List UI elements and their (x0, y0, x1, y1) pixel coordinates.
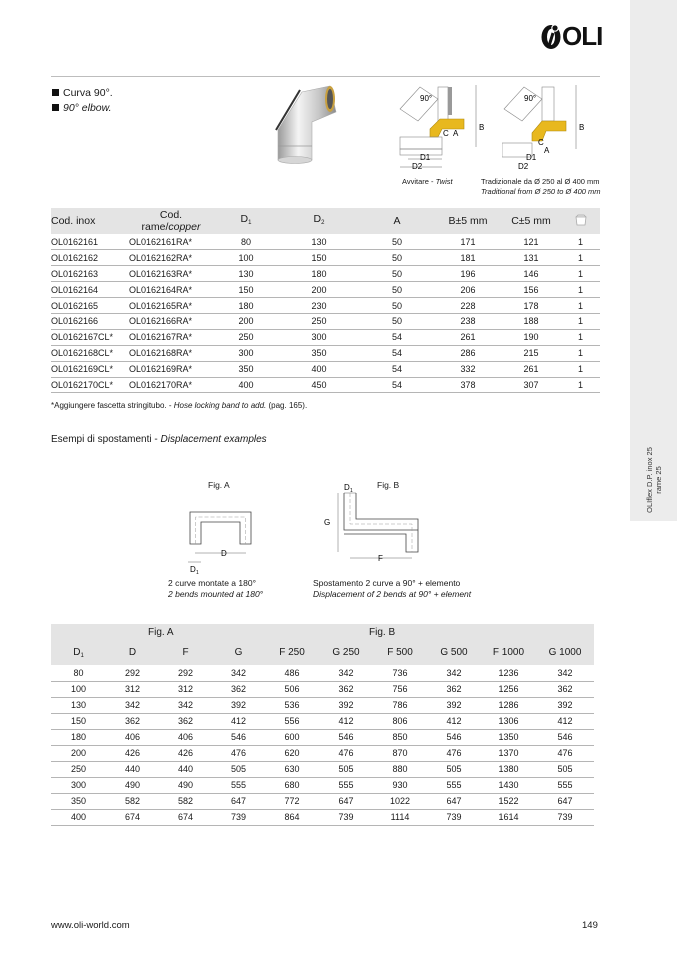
displacement-table (51, 624, 594, 826)
diagram-twist-caption: Avvitare - Twist (402, 177, 453, 186)
diagram-twist (398, 85, 490, 170)
col-c: C±5 mm (501, 208, 561, 234)
table-row: 150 362 362 412 556 412 806 412 1306 412 (51, 713, 594, 729)
elbow-photo (272, 82, 338, 164)
product-codes-table (51, 208, 600, 393)
svg-text:D1: D1 (420, 153, 431, 162)
fig-b-caption: Spostamento 2 curve a 90° + elemento Displacement of 2 bends at 90° + element (313, 578, 472, 599)
svg-text:D: D (344, 483, 350, 492)
col-b: B±5 mm (435, 208, 501, 234)
col-f: F (182, 647, 189, 658)
side-label-line1: OLIflex D.P. inox 25 (645, 447, 654, 513)
side-label-line2: rame 25 (654, 466, 663, 494)
table-group-row (51, 624, 594, 640)
svg-text:B: B (579, 123, 585, 132)
svg-text:90°: 90° (524, 94, 537, 103)
col-g: G (234, 647, 243, 658)
logo-text: OLI (562, 21, 603, 51)
table-row: 80 292 292 342 486 342 736 342 1236 342 (51, 665, 594, 681)
table-row: 100 312 312 362 506 362 756 362 1256 362 (51, 681, 594, 697)
header-divider (51, 76, 600, 77)
table-row: OL0162162 OL0162162RA* 100 150 50 181 131 1 (51, 250, 600, 266)
bullet-square-icon (52, 89, 59, 96)
col-f1000: F 1000 (492, 647, 525, 658)
fig-b-label: Fig. B (377, 480, 400, 490)
col-d2: $D_2$ (279, 208, 359, 234)
col-f250: F 250 (279, 647, 305, 658)
table-footnote: *Aggiungere fascetta stringitubo. - Hose locking band to add. (pag. 165). (51, 401, 308, 410)
diagram-traditional (502, 85, 594, 170)
col-a: A (359, 208, 435, 234)
table-row: 130 342 342 392 536 392 786 392 1286 392 (51, 697, 594, 713)
col-g500: G 500 (440, 647, 468, 658)
bullet-square-icon (52, 104, 59, 111)
svg-text:F: F (378, 554, 383, 563)
col-cod-rame: Cod. rame/copper (129, 208, 213, 234)
table-row: 200 426 426 476 620 476 870 476 1370 476 (51, 745, 594, 761)
table-header-row (51, 640, 594, 665)
svg-text:C: C (538, 138, 544, 147)
table-row: OL0162169CL* OL0162169RA* 350 400 54 332 261 1 (51, 361, 600, 377)
footer-website-link[interactable]: www.oli-world.com (51, 920, 130, 931)
table-header-row (51, 208, 600, 234)
col-g1000: G 1000 (548, 647, 582, 658)
col-f500: F 500 (387, 647, 413, 658)
svg-text:D: D (190, 565, 196, 574)
svg-text:D2: D2 (518, 162, 529, 170)
table-row: OL0162164 OL0162164RA* 150 200 50 206 156 1 (51, 282, 600, 298)
svg-text:D2: D2 (412, 162, 423, 170)
table-row: 400 674 674 739 864 739 1114 739 1614 739 (51, 809, 594, 825)
bullet-en: 90° elbow. (52, 101, 113, 116)
table-row: OL0162170CL* OL0162170RA* 400 450 54 378 307 1 (51, 377, 600, 393)
table-row: OL0162167CL* OL0162167RA* 250 300 54 261 190 1 (51, 329, 600, 345)
table-row: 300 490 490 555 680 555 930 555 1430 555 (51, 777, 594, 793)
section-side-label (630, 440, 677, 520)
col-g250: G 250 (332, 647, 360, 658)
svg-text:D: D (221, 549, 227, 558)
product-description (52, 86, 113, 116)
col-pack (561, 208, 600, 234)
col-d: D (128, 647, 137, 658)
table-row: OL0162161 OL0162161RA* 80 130 50 171 121 1 (51, 234, 600, 250)
svg-text:A: A (453, 129, 459, 138)
svg-text:G: G (324, 518, 331, 527)
fig-b-diagram (318, 482, 430, 570)
oli-logo (540, 22, 606, 50)
col-d1: $D_1$ (213, 208, 279, 234)
page-number: 149 (582, 920, 598, 931)
package-box-icon (575, 214, 587, 226)
logo-mark-icon (540, 22, 564, 50)
fig-a-label: Fig. A (208, 480, 230, 490)
col-cod-inox: Cod. inox (51, 208, 129, 234)
table-row: 350 582 582 647 772 647 1022 647 1522 647 (51, 793, 594, 809)
table-row: OL0162168CL* OL0162168RA* 300 350 54 286 215 1 (51, 345, 600, 361)
table-row: 250 440 440 505 630 505 880 505 1380 505 (51, 761, 594, 777)
table-row: 180 406 406 546 600 546 850 546 1350 546 (51, 729, 594, 745)
group-fig-a: Fig. A (148, 626, 174, 638)
diagram-traditional-caption: Tradizionale da Ø 250 al Ø 400 mm Traditional from Ø 250 to Ø 400 mm (481, 177, 601, 196)
svg-text:1: 1 (350, 488, 353, 494)
table-row: OL0162165 OL0162165RA* 180 230 50 228 178 1 (51, 298, 600, 314)
table-row: OL0162166 OL0162166RA* 200 250 50 238 188 1 (51, 313, 600, 329)
svg-text:A: A (544, 146, 550, 155)
svg-text:B: B (479, 123, 485, 132)
displacement-title: Esempi di spostamenti - Displacement examples (51, 434, 267, 445)
group-fig-b: Fig. B (369, 626, 396, 638)
table-row: OL0162163 OL0162163RA* 130 180 50 196 146 1 (51, 266, 600, 282)
bullet-it: Curva 90°. (52, 86, 113, 101)
svg-text:90°: 90° (420, 94, 433, 103)
svg-text:D1: D1 (526, 153, 537, 162)
svg-text:1: 1 (196, 570, 199, 574)
fig-a-diagram (168, 494, 268, 574)
svg-text:C: C (443, 129, 449, 138)
col-d1: $D_1$ (73, 646, 84, 659)
fig-a-caption: 2 curve montate a 180° 2 bends mounted at 180° (168, 578, 264, 599)
